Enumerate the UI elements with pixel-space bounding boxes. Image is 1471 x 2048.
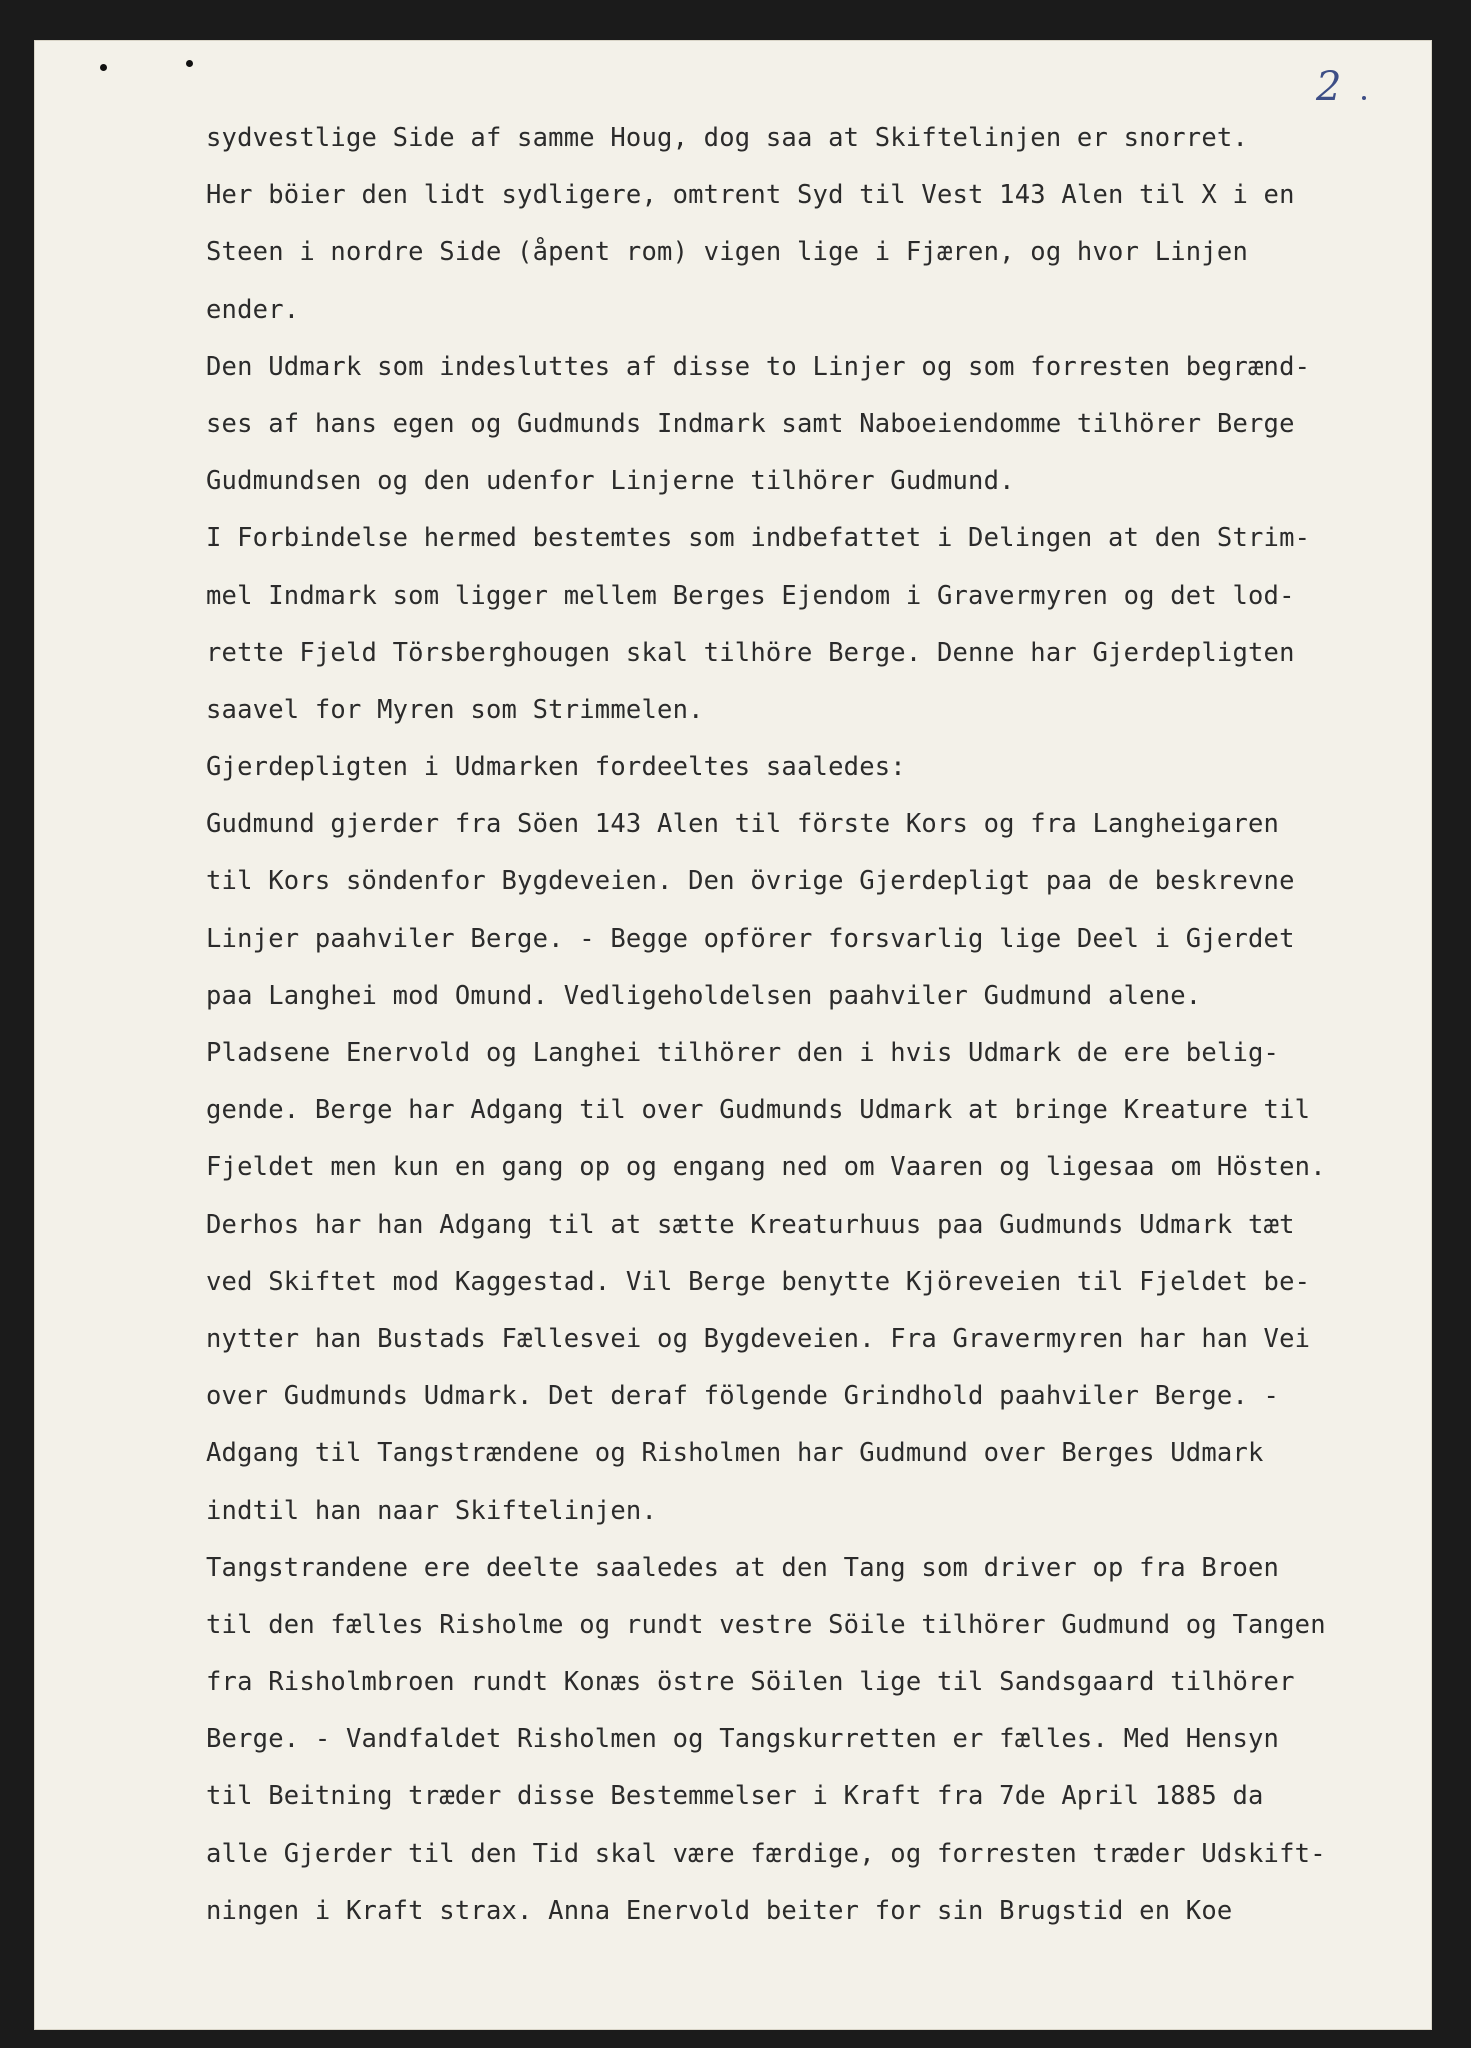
text-line: Gudmundsen og den udenfor Linjerne tilhörer Gudmund. [206, 466, 1015, 497]
text-line: ender. [206, 294, 300, 325]
text-line: til Kors söndenfor Bygdeveien. Den övrige Gjerdepligt paa de beskrevne [206, 866, 1295, 897]
text-line: fra Risholmbroen rundt Konæs östre Söilen lige til Sandsgaard tilhörer [206, 1667, 1295, 1698]
text-line: mel Indmark som ligger mellem Berges Ejendom i Gravermyren og det lod- [206, 580, 1295, 611]
text-line: paa Langhei mod Omund. Vedligeholdelsen paahviler Gudmund alene. [206, 980, 1202, 1011]
text-line: alle Gjerder til den Tid skal være færdige, og forresten træder Udskift- [206, 1838, 1326, 1869]
text-line: Fjeldet men kun en gang op og engang ned om Vaaren og ligesaa om Hösten. [206, 1152, 1326, 1183]
text-line: Pladsene Enervold og Langhei tilhörer den i hvis Udmark de ere belig- [206, 1038, 1280, 1068]
page-number: 2 [1316, 64, 1342, 110]
text-line: rette Fjeld Törsberghougen skal tilhöre Berge. Denne har Gjerdepligten [206, 637, 1295, 668]
text-line: Her böier den lidt sydligere, omtrent Syd til Vest 143 Alen til X i en [206, 180, 1295, 211]
text-line: Steen i nordre Side (åpent rom) vigen lige i Fjæren, og hvor Linjen [206, 237, 1249, 268]
document-page [34, 40, 1432, 2030]
text-line: Linjer paahviler Berge. - Begge opförer forsvarlig lige Deel i Gjerdet [206, 923, 1295, 954]
text-line: I Forbindelse hermed bestemtes som indbefattet i Delingen at den Strim- [206, 523, 1311, 554]
text-line: ses af hans egen og Gudmunds Indmark samt Naboeiendomme tilhörer Berge [206, 408, 1295, 439]
text-line: sydvestlige Side af samme Houg, dog saa at Skiftelinjen er snorret. [206, 123, 1249, 153]
text-line: Gjerdepligten i Udmarken fordeeltes saaledes: [206, 752, 906, 783]
text-line: Derhos har han Adgang til at sætte Kreaturhuus paa Gudmunds Udmark tæt [206, 1209, 1295, 1240]
text-line: over Gudmunds Udmark. Det deraf fölgende Grindhold paahviler Berge. - [206, 1381, 1280, 1412]
text-line: ningen i Kraft strax. Anna Enervold beiter for sin Brugstid en Koe [206, 1895, 1233, 1926]
text-line: Gudmund gjerder fra Söen 143 Alen til förste Kors og fra Langheigaren [206, 809, 1280, 840]
text-line: gende. Berge har Adgang til over Gudmunds Udmark at bringe Kreature til [206, 1095, 1311, 1126]
punch-hole-mark [100, 64, 107, 71]
typewritten-text [206, 110, 1376, 1940]
text-line: Adgang til Tangstrændene og Risholmen har Gudmund over Berges Udmark [206, 1438, 1264, 1469]
text-line: Berge. - Vandfaldet Risholmen og Tangskurretten er fælles. Med Hensyn [206, 1724, 1280, 1755]
punch-hole-mark [186, 60, 193, 67]
text-line: ved Skiftet mod Kaggestad. Vil Berge benytte Kjöreveien til Fjeldet be- [206, 1266, 1311, 1297]
text-line: til Beitning træder disse Bestemmelser i Kraft fra 7de April 1885 da [206, 1781, 1264, 1812]
text-line: Tangstrandene ere deelte saaledes at den Tang som driver op fra Broen [206, 1552, 1280, 1583]
text-line: nytter han Bustads Fællesvei og Bygdeveien. Fra Gravermyren har han Vei [206, 1323, 1311, 1354]
text-line: til den fælles Risholme og rundt vestre Söile tilhörer Gudmund og Tangen [206, 1609, 1326, 1640]
ink-dot [1362, 96, 1366, 100]
text-line: Den Udmark som indesluttes af disse to Linjer og som forresten begrænd- [206, 351, 1311, 382]
text-line: saavel for Myren som Strimmelen. [206, 694, 704, 725]
text-line: indtil han naar Skiftelinjen. [206, 1495, 658, 1526]
